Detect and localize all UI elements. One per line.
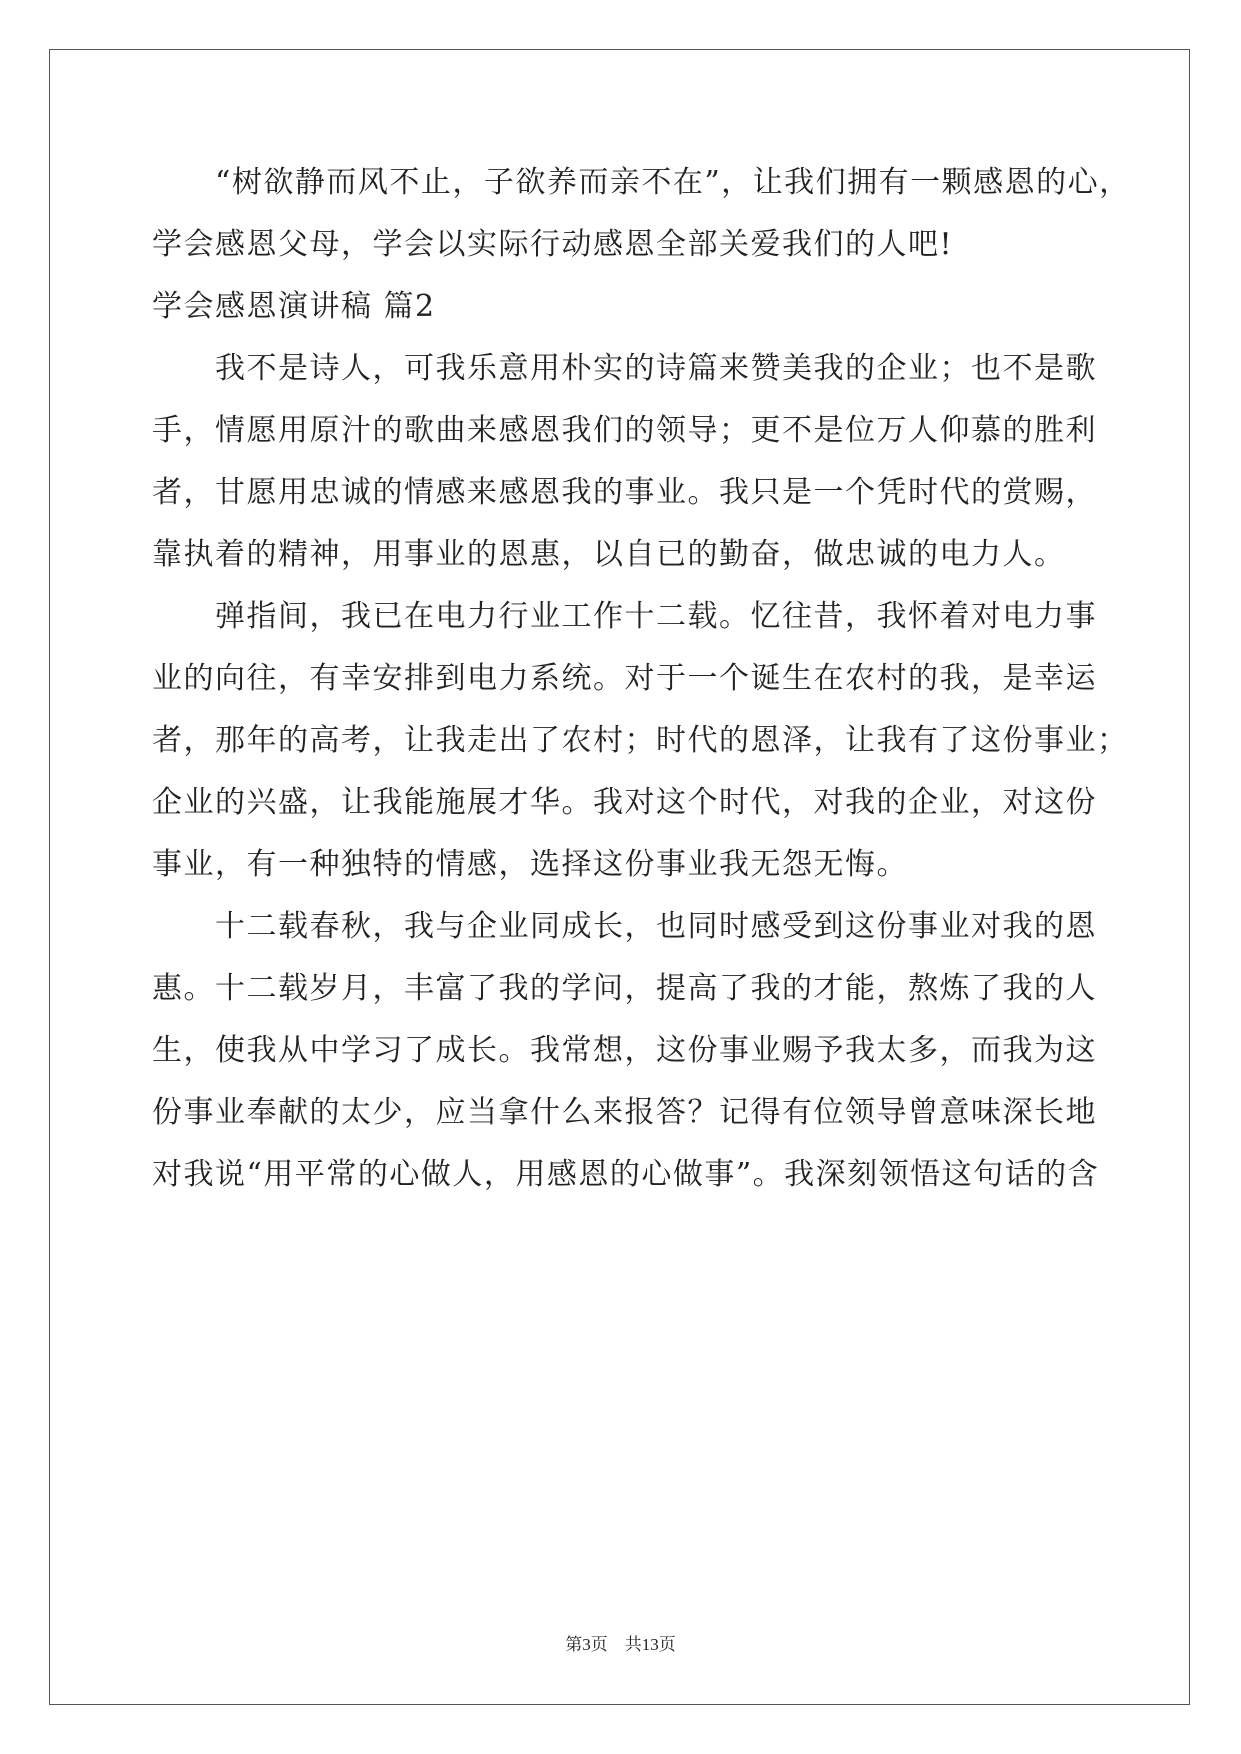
- text-line: “树欲静而风不止，子欲养而亲不在”，让我们拥有一颗感恩的心，: [152, 165, 1131, 200]
- text-line: 十二载春秋，我与企业同成长，也同时感受到这份事业对我的恩: [152, 909, 1097, 944]
- text-line: 者，那年的高考，让我走出了农村；时代的恩泽，让我有了这份事业；: [152, 723, 1129, 758]
- text-line: 惠。十二载岁月，丰富了我的学问，提高了我的才能，熬炼了我的人: [152, 971, 1097, 1006]
- text-line: 事业，有一种独特的情感，选择这份事业我无怨无悔。: [152, 847, 908, 882]
- text-line: 我不是诗人，可我乐意用朴实的诗篇来赞美我的企业；也不是歌: [152, 351, 1097, 386]
- text-line: 企业的兴盛，让我能施展才华。我对这个时代，对我的企业，对这份: [152, 785, 1097, 820]
- text-line: 者，甘愿用忠诚的情感来感恩我的事业。我只是一个凭时代的赏赐，: [152, 475, 1097, 510]
- text-line: 生，使我从中学习了成长。我常想，这份事业赐予我太多，而我为这: [152, 1033, 1097, 1068]
- text-line: 份事业奉献的太少，应当拿什么来报答？记得有位领导曾意味深长地: [152, 1095, 1097, 1130]
- section-heading: 学会感恩演讲稿 篇2: [152, 289, 436, 324]
- text-line: 弹指间，我已在电力行业工作十二载。忆往昔，我怀着对电力事: [152, 599, 1097, 634]
- text-line: 靠执着的精神，用事业的恩惠，以自已的勤奋，做忠诚的电力人。: [152, 537, 1066, 572]
- page-number: 第3页 共13页: [565, 1635, 676, 1654]
- text-line: 业的向往，有幸安排到电力系统。对于一个诞生在农村的我，是幸运: [152, 661, 1097, 696]
- text-line: 对我说“用平常的心做人，用感恩的心做事”。我深刻领悟这句话的含: [152, 1157, 1100, 1192]
- text-line: 学会感恩父母，学会以实际行动感恩全部关爱我们的人吧!: [152, 227, 954, 262]
- text-line: 手，情愿用原汁的歌曲来感恩我们的领导；更不是位万人仰慕的胜利: [152, 413, 1097, 448]
